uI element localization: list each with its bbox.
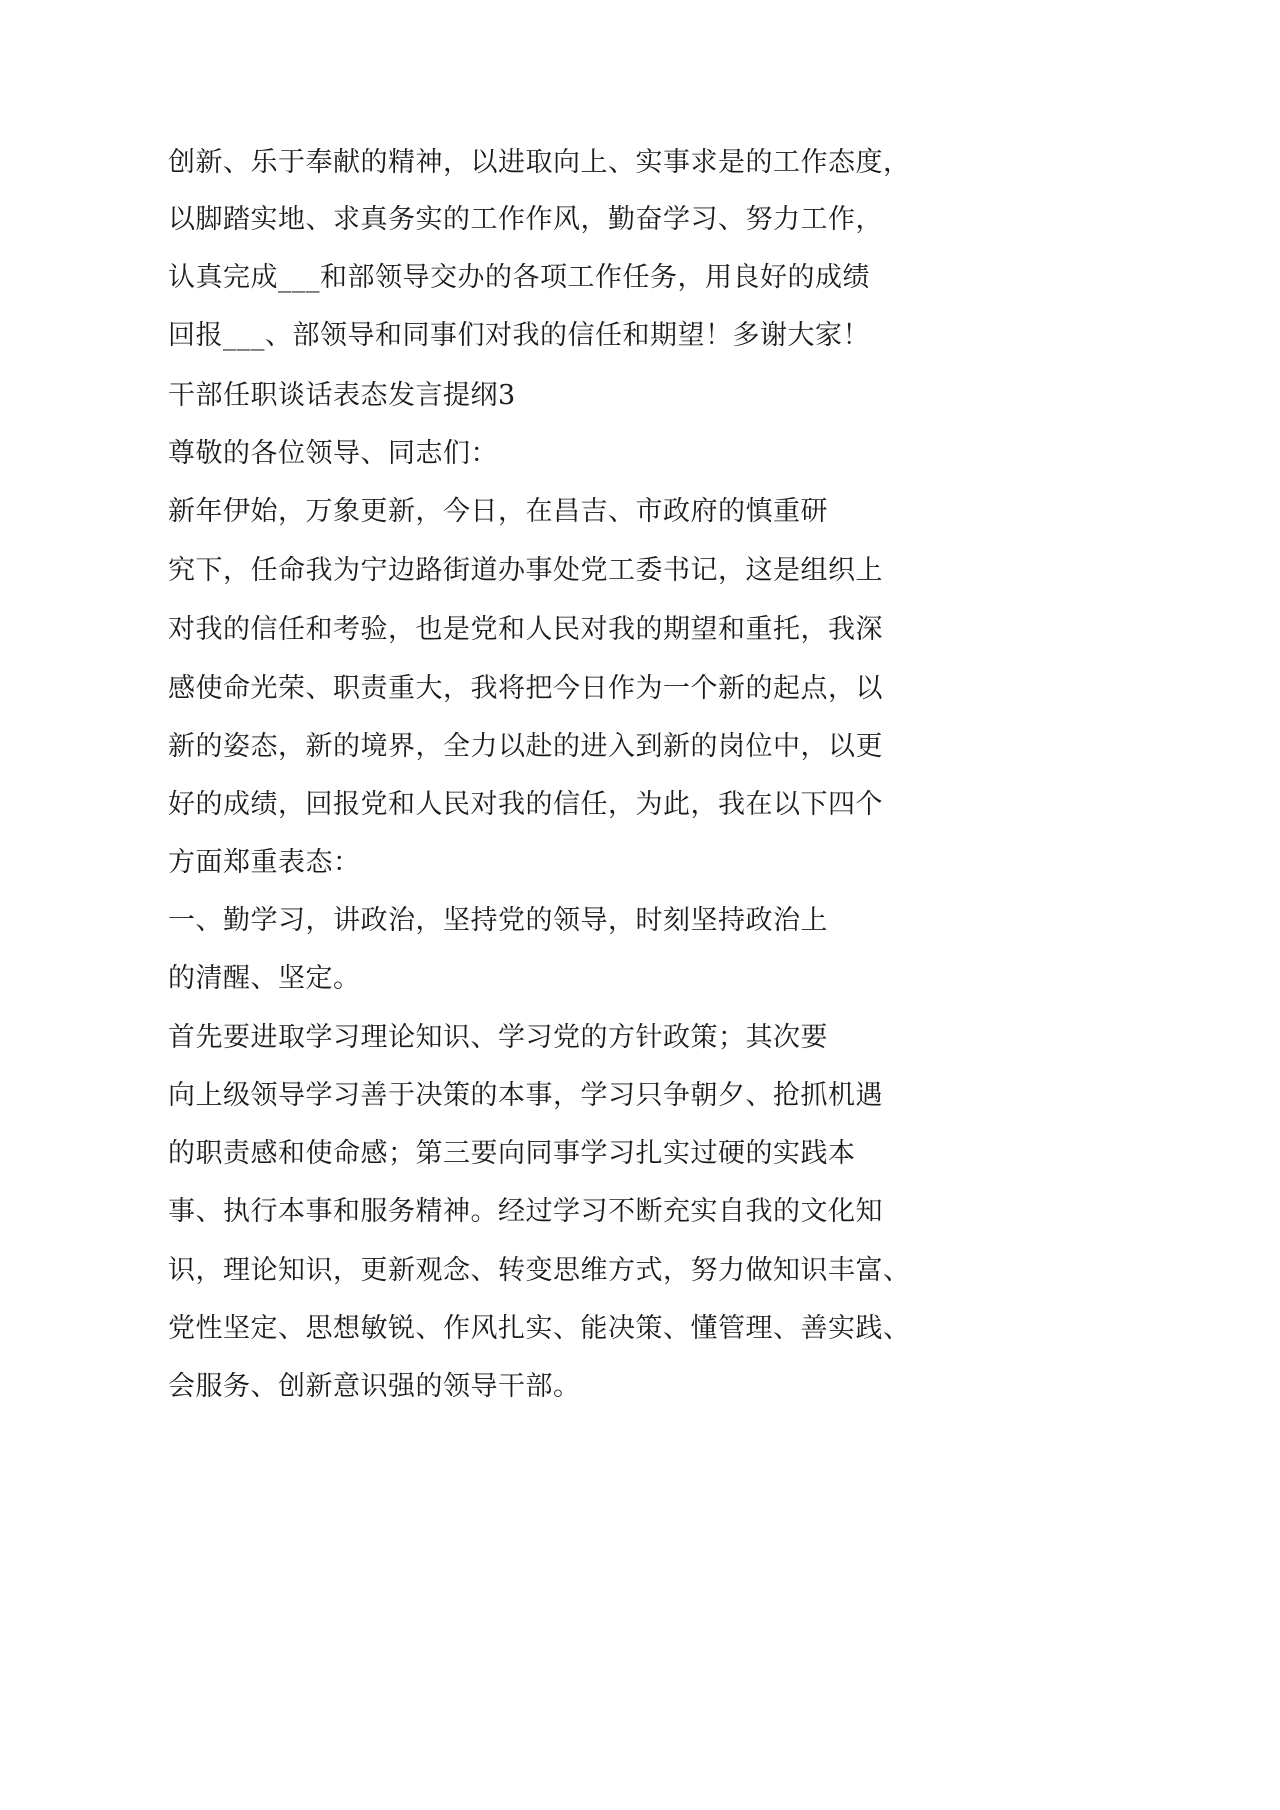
- paragraph-line: 事、执行本事和服务精神。经过学习不断充实自我的文化知: [168, 1196, 883, 1227]
- paragraph-line: 的职责感和使命感；第三要向同事学习扎实过硬的实践本: [168, 1138, 856, 1169]
- paragraph-line: 新年伊始，万象更新，今日，在昌吉、市政府的慎重研: [168, 496, 828, 527]
- paragraph-line: 究下，任命我为宁边路街道办事处党工委书记，这是组织上: [168, 555, 883, 586]
- paragraph-line: 以脚踏实地、求真务实的工作作风，勤奋学习、努力工作，: [168, 204, 883, 235]
- paragraph-line: 感使命光荣、职责重大，我将把今日作为一个新的起点，以: [168, 673, 883, 704]
- numbered-point-heading: 一、勤学习，讲政治，坚持党的领导，时刻坚持政治上: [168, 905, 828, 936]
- paragraph-line: 好的成绩，回报党和人民对我的信任，为此，我在以下四个: [168, 789, 883, 820]
- section-heading: 干部任职谈话表态发言提纲3: [168, 380, 516, 411]
- paragraph-line: 对我的信任和考验，也是党和人民对我的期望和重托，我深: [168, 614, 883, 645]
- paragraph-line: 向上级领导学习善于决策的本事，学习只争朝夕、抢抓机遇: [168, 1080, 883, 1111]
- paragraph-line: 首先要进取学习理论知识、学习党的方针政策；其次要: [168, 1022, 828, 1053]
- paragraph-line: 新的姿态，新的境界，全力以赴的进入到新的岗位中，以更: [168, 731, 883, 762]
- paragraph-line: 党性坚定、思想敏锐、作风扎实、能决策、懂管理、善实践、: [168, 1313, 911, 1344]
- paragraph-line: 方面郑重表态：: [168, 847, 361, 878]
- paragraph-line: 会服务、创新意识强的领导干部。: [168, 1371, 581, 1402]
- salutation: 尊敬的各位领导、同志们：: [168, 438, 498, 469]
- paragraph-line: 回报___、部领导和同事们对我的信任和期望！多谢大家！: [168, 320, 870, 351]
- paragraph-line: 认真完成___和部领导交办的各项工作任务，用良好的成绩: [168, 262, 870, 293]
- paragraph-line: 创新、乐于奉献的精神，以进取向上、实事求是的工作态度，: [168, 147, 911, 178]
- paragraph-line: 识，理论知识，更新观念、转变思维方式，努力做知识丰富、: [168, 1255, 911, 1286]
- paragraph-line: 的清醒、坚定。: [168, 963, 361, 994]
